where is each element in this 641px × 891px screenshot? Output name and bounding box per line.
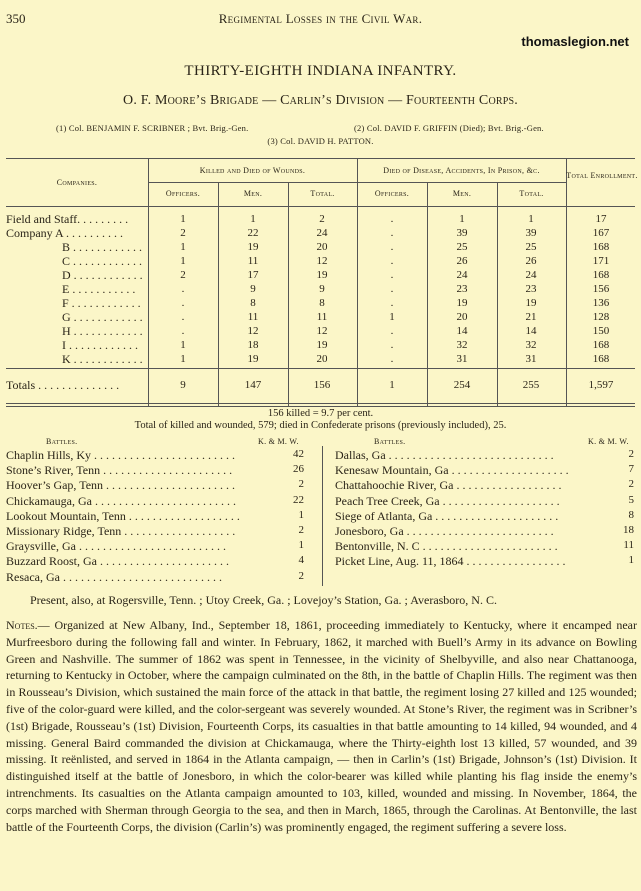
- row-label: H . . . . . . . . . . . .: [62, 324, 143, 338]
- table-vline: [566, 158, 567, 406]
- killed-group-header: Killed and Died of Wounds.: [199, 166, 306, 175]
- battle-kmw: 26: [293, 463, 304, 476]
- battle-name: Jonesboro, Ga . . . . . . . . . . . . . . . . . . . . . . . . .: [335, 524, 554, 538]
- table-cell: 32: [456, 339, 468, 351]
- battle-kmw: 11: [623, 539, 634, 552]
- row-label: Field and Staff. . . . . . . . .: [6, 212, 129, 226]
- table-cell: 12: [316, 325, 328, 337]
- battle-name: Chickamauga, Ga . . . . . . . . . . . . . . . . . . . . . . . .: [6, 493, 236, 508]
- table-bottom-rule-2: [6, 406, 635, 407]
- subheader-officers: Officers.: [165, 189, 201, 198]
- table-cell: 171: [592, 255, 610, 267]
- table-cell: 23: [456, 283, 468, 295]
- table-cell: 32: [525, 339, 537, 351]
- table-cell: .: [390, 339, 394, 351]
- table-cell: .: [390, 255, 394, 267]
- table-cell: 20: [316, 353, 328, 365]
- table-cell: .: [390, 283, 394, 295]
- battle-kmw: 2: [298, 569, 304, 582]
- table-cell: .: [181, 311, 185, 323]
- battle-name: Graysville, Ga . . . . . . . . . . . . . . . . . . . . . . . . .: [6, 539, 226, 554]
- table-vline: [288, 182, 289, 406]
- row-label: E . . . . . . . . . . .: [62, 282, 136, 296]
- table-cell: 150: [592, 325, 610, 337]
- table-cell: .: [390, 353, 394, 365]
- table-cell: 39: [525, 227, 537, 239]
- table-cell: 8: [319, 297, 325, 309]
- table-cell: 26: [456, 255, 468, 267]
- table-cell: 26: [525, 255, 537, 267]
- table-cell: 11: [247, 255, 259, 267]
- table-cell: 1: [528, 213, 534, 225]
- battles-divider: [322, 446, 323, 586]
- table-cell: 168: [592, 353, 610, 365]
- total-killed-wounded-line: Total of killed and wounded, 579; died in Confederate prisons (previously included), 25.: [134, 420, 507, 431]
- table-cell: 19: [316, 269, 328, 281]
- table-cell: 19: [247, 241, 259, 253]
- row-label: F . . . . . . . . . . . .: [62, 296, 141, 310]
- totals-cell: 254: [453, 379, 471, 391]
- totals-cell: 156: [313, 379, 331, 391]
- battle-kmw: 1: [298, 539, 304, 552]
- table-cell: 18: [247, 339, 259, 351]
- table-cell: .: [390, 325, 394, 337]
- row-label: C . . . . . . . . . . . .: [62, 254, 143, 268]
- totals-cell: 9: [180, 379, 186, 391]
- battle-name: Missionary Ridge, Tenn . . . . . . . . . . . . . . . . . . .: [6, 524, 236, 538]
- table-cell: 12: [247, 325, 259, 337]
- subheader-men: Men.: [243, 189, 263, 198]
- row-label: Company A . . . . . . . . . .: [6, 226, 124, 240]
- table-cell: 168: [592, 241, 610, 253]
- disease-group-header: Died of Disease, Accidents, In Prison, &c.: [383, 166, 540, 175]
- battle-kmw: 22: [293, 493, 304, 506]
- table-cell: 14: [456, 325, 468, 337]
- table-cell: 11: [316, 311, 328, 323]
- table-cell: 167: [592, 227, 610, 239]
- table-cell: 2: [180, 227, 186, 239]
- table-cell: 1: [389, 311, 395, 323]
- battles-header-right: Battles.: [374, 437, 406, 446]
- table-cell: 17: [595, 213, 607, 225]
- battle-name: Lookout Mountain, Tenn . . . . . . . . . . . . . . . . . . .: [6, 508, 240, 523]
- commander-3: (3) Col. DAVID H. PATTON.: [267, 136, 374, 146]
- table-cell: 14: [525, 325, 537, 337]
- table-cell: 11: [247, 311, 259, 323]
- battle-kmw: 4: [298, 554, 304, 567]
- present-also-line: Present, also, at Rogersville, Tenn. ; Utoy Creek, Ga. ; Lovejoy’s Station, Ga. ; Averasboro, N. C.: [30, 593, 497, 607]
- table-cell: 20: [316, 241, 328, 253]
- table-header-bottom-rule: [6, 206, 635, 207]
- battle-kmw: 5: [628, 493, 634, 506]
- totals-cell: 255: [522, 379, 540, 391]
- notes-paragraph: [6, 617, 637, 835]
- table-cell: .: [390, 297, 394, 309]
- regiment-title: THIRTY-EIGHTH INDIANA INFANTRY.: [184, 63, 457, 79]
- row-label: K . . . . . . . . . . . .: [62, 352, 143, 366]
- table-cell: 22: [247, 227, 259, 239]
- battle-kmw: 1: [628, 554, 634, 567]
- table-cell: 1: [180, 241, 186, 253]
- table-cell: 25: [456, 241, 468, 253]
- battle-name: Resaca, Ga . . . . . . . . . . . . . . . . . . . . . . . . . . .: [6, 569, 222, 584]
- table-cell: .: [181, 325, 185, 337]
- table-totals-top-rule: [6, 368, 635, 369]
- watermark: thomaslegion.net: [521, 34, 629, 49]
- row-label: D . . . . . . . . . . . .: [62, 268, 143, 282]
- table-top-rule: [6, 158, 635, 159]
- battle-kmw: 2: [298, 524, 304, 536]
- table-cell: .: [390, 213, 394, 225]
- table-cell: .: [390, 227, 394, 239]
- subheader-men: Men.: [452, 189, 472, 198]
- table-bottom-rule: [6, 403, 635, 404]
- battle-name: Peach Tree Creek, Ga . . . . . . . . . . . . . . . . . . . .: [335, 493, 560, 508]
- table-vline: [218, 182, 219, 406]
- table-cell: 24: [456, 269, 468, 281]
- table-cell: 19: [456, 297, 468, 309]
- table-cell: .: [181, 297, 185, 309]
- totals-cell: 1,597: [588, 379, 614, 391]
- table-cell: .: [390, 241, 394, 253]
- table-vline: [497, 182, 498, 406]
- battle-name: Siege of Atlanta, Ga . . . . . . . . . . . . . . . . . . . . .: [335, 508, 559, 523]
- table-cell: 1: [180, 213, 186, 225]
- row-label: I . . . . . . . . . . . .: [62, 338, 138, 352]
- battle-kmw: 2: [298, 478, 304, 491]
- battle-kmw: 2: [628, 448, 634, 460]
- table-cell: .: [390, 269, 394, 281]
- table-cell: 2: [180, 269, 186, 281]
- battle-kmw: 7: [628, 463, 634, 476]
- battles-header-left: Battles.: [46, 437, 78, 446]
- table-cell: 23: [525, 283, 537, 295]
- table-cell: 39: [456, 227, 468, 239]
- table-cell: 1: [180, 255, 186, 267]
- commander-1: (1) Col. BENJAMIN F. SCRIBNER ; Bvt. Brig.-Gen.: [56, 123, 249, 133]
- table-cell: 1: [459, 213, 465, 225]
- table-cell: 156: [592, 283, 610, 295]
- battle-name: Stone’s River, Tenn . . . . . . . . . . . . . . . . . . . . . .: [6, 463, 233, 478]
- table-cell: 1: [180, 353, 186, 365]
- battle-name: Chattahoochie River, Ga . . . . . . . . . . . . . . . . . .: [335, 478, 562, 493]
- battle-kmw: 1: [298, 508, 304, 521]
- battle-kmw: 2: [628, 478, 634, 491]
- battle-name: Picket Line, Aug. 11, 1864 . . . . . . . . . . . . . . . . .: [335, 554, 566, 569]
- subheader-total: Total.: [519, 189, 544, 198]
- totals-cell: 147: [244, 379, 262, 391]
- table-cell: 1: [180, 339, 186, 351]
- table-cell: 20: [456, 311, 468, 323]
- table-cell: 1: [250, 213, 256, 225]
- enrollment-header: Total Enrollment.: [566, 171, 638, 180]
- battle-name: Chaplin Hills, Ky . . . . . . . . . . . . . . . . . . . . . . . .: [6, 448, 236, 462]
- table-cell: 24: [525, 269, 537, 281]
- table-cell: 19: [316, 339, 328, 351]
- battle-kmw: 8: [628, 508, 634, 521]
- organization-line: O. F. Moore’s Brigade — Carlin’s Division — Fourteenth Corps.: [123, 93, 518, 108]
- table-cell: 168: [592, 269, 610, 281]
- killed-percent-line: 156 killed = 9.7 per cent.: [267, 408, 374, 419]
- table-cell: 19: [525, 297, 537, 309]
- table-cell: 136: [592, 297, 610, 309]
- table-cell: 31: [456, 353, 468, 365]
- commander-2: (2) Col. DAVID F. GRIFFIN (Died); Bvt. Brig.-Gen.: [354, 123, 544, 133]
- totals-label: Totals . . . . . . . . . . . . . .: [6, 378, 120, 392]
- table-cell: 9: [250, 283, 256, 295]
- table-cell: 8: [250, 297, 256, 309]
- kmw-header-right: K. & M. W.: [588, 437, 629, 446]
- row-label: G . . . . . . . . . . . .: [62, 310, 143, 324]
- table-cell: 24: [316, 227, 328, 239]
- table-cell: 128: [592, 311, 610, 323]
- table-cell: 25: [525, 241, 537, 253]
- table-cell: 19: [247, 353, 259, 365]
- battle-name: Kenesaw Mountain, Ga . . . . . . . . . . . . . . . . . . . .: [335, 463, 569, 478]
- table-cell: 31: [525, 353, 537, 365]
- table-cell: 168: [592, 339, 610, 351]
- subheader-total: Total.: [310, 189, 335, 198]
- battle-name: Bentonville, N. C . . . . . . . . . . . . . . . . . . . . . . .: [335, 539, 558, 554]
- table-cell: 9: [319, 283, 325, 295]
- table-cell: 17: [247, 269, 259, 281]
- table-cell: .: [181, 283, 185, 295]
- kmw-header-left: K. & M. W.: [258, 437, 299, 446]
- battle-name: Dallas, Ga . . . . . . . . . . . . . . . . . . . . . . . . . . . .: [335, 448, 554, 462]
- battle-kmw: 42: [293, 448, 304, 460]
- running-title: Regimental Losses in the Civil War.: [218, 11, 423, 26]
- totals-cell: 1: [389, 379, 395, 391]
- row-label: B . . . . . . . . . . . .: [62, 240, 143, 254]
- table-cell: 2: [319, 213, 325, 225]
- notes-text: — Organized at New Albany, Ind., September 18, 1861, proceeding immediately to Kentucky, where it encamped near Murfreesboro during the following fall and winter. In February, 1862, it marched with Buell’s Army in its advance on Bowling Green and Nashville. The summer of 1862 was spent in Tennessee, in the vicinity of Shelbyville, and also near Chattanooga, returning to Kentucky in October, where the campaign culminated on the 8th, in the battle of Chaplin Hills. The regiment was then in Rousseau’s Division, which sustained the main force of the attack in that battle, the regiment losing 27 killed and 125 wounded; five of the color-guard were killed, and the color-sergeant was severely wounded. At Stone’s River, the regiment was in Scribner’s (1st) Brigade, Rousseau’s (1st) Division, Fourteenth Corps, its casualties in that battle amounting to 14 killed, 94 wounded, and 4 missing. General Baird commanded the division at Chickamauga, where the Thirty-eighth lost 13 killed, 57 wounded, and 39 missing. It reënlisted, and served in 1864 in the Atlanta campaign, — then in Carlin’s (1st) Brigade, Johnson’s (1st) Division. It distinguished itself at the battle of Jonesboro, in which the color-bearer was killed while planting his flag inside the enemy’s intrenchments. Its casualties on the Atlanta campaign amounted to 103, killed, wounded and missing. In November, 1864, the corps marched with Sherman through Georgia to the sea, and then in March, 1865, through the Carolinas. At Bentonville, the last battle of the Fourteenth Corps, the division (Carlin’s) was prominently engaged, the regiment suffering a severe loss.: [6, 618, 637, 834]
- subheader-officers: Officers.: [374, 189, 410, 198]
- battle-name: Buzzard Roost, Ga . . . . . . . . . . . . . . . . . . . . . .: [6, 554, 229, 569]
- table-cell: 21: [525, 311, 537, 323]
- battle-kmw: 18: [623, 524, 634, 536]
- page-number: 350: [6, 11, 26, 26]
- companies-header: Companies.: [56, 178, 98, 187]
- battle-name: Hoover’s Gap, Tenn . . . . . . . . . . . . . . . . . . . . . .: [6, 478, 236, 493]
- notes-label: Notes.: [6, 618, 38, 632]
- table-vline: [427, 182, 428, 406]
- table-cell: 12: [316, 255, 328, 267]
